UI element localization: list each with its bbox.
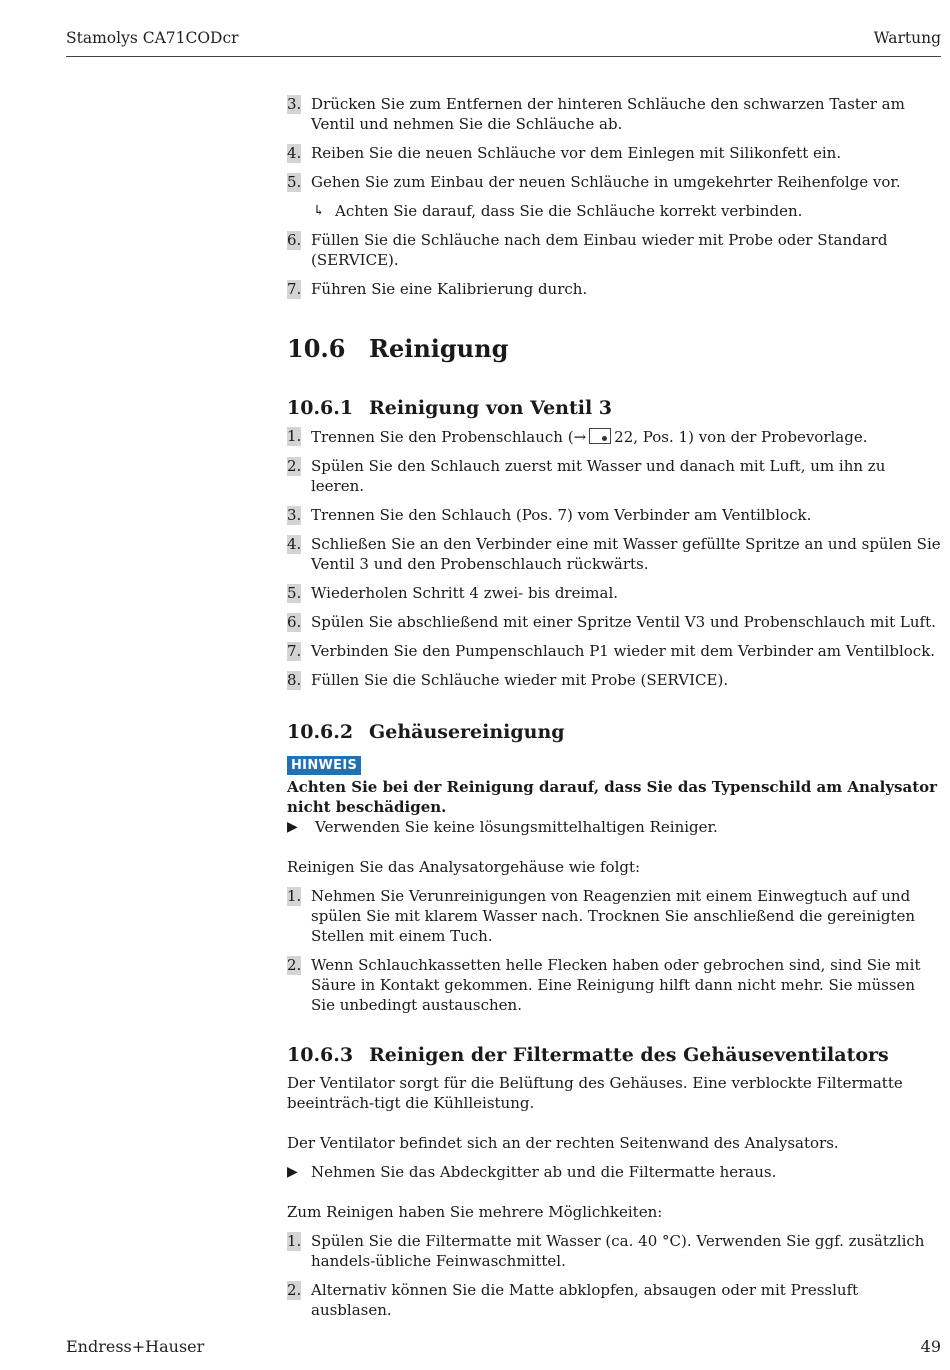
step-text: Gehen Sie zum Einbau der neuen Schläuche in umgekehrter Reihenfolge vor. [311, 173, 901, 191]
notice-badge: HINWEIS [287, 756, 361, 775]
step-number: 7. [287, 280, 302, 298]
subsection-title: Reinigen der Filtermatte des Gehäuseventilators [369, 1044, 889, 1066]
step-text: Drücken Sie zum Entfernen der hinteren Schläuche den schwarzen Taster am Ventil und nehmen Sie die Schläuche ab. [311, 95, 905, 133]
step-number: 4. [287, 535, 302, 553]
step [287, 1280, 942, 1320]
step-result [287, 201, 942, 221]
step-text: Schließen Sie an den Verbinder eine mit Wasser gefüllte Spritze an und spülen Sie Ventil 3 und den Probenschlauch rückwärts. [311, 535, 941, 573]
paragraph: Zum Reinigen haben Sie mehrere Möglichkeiten: [287, 1203, 663, 1221]
action-text: Nehmen Sie das Abdeckgitter ab und die Filtermatte heraus. [311, 1163, 777, 1181]
step-text: Reiben Sie die neuen Schläuche vor dem Einlegen mit Silikonfett ein. [311, 144, 842, 162]
step-number: 1. [287, 1232, 302, 1250]
step [287, 426, 942, 447]
step-text: Füllen Sie die Schläuche wieder mit Probe (SERVICE). [311, 671, 729, 689]
step-text-pre: Trennen Sie den Probenschlauch (→ [311, 428, 587, 446]
subsection-heading [287, 1043, 942, 1067]
notice-title: Achten Sie bei der Reinigung darauf, dass Sie das Typenschild am Analysator nicht beschädigen. [287, 778, 938, 816]
step-text: Spülen Sie den Schlauch zuerst mit Wasser und danach mit Luft, um ihn zu leeren. [311, 457, 886, 495]
step-text: Füllen Sie die Schläuche nach dem Einbau wieder mit Probe oder Standard (SERVICE). [311, 231, 888, 269]
notice-action-text: Verwenden Sie keine lösungsmittelhaltigen Reiniger. [315, 818, 718, 836]
subsection-heading [287, 720, 942, 744]
step-text: Spülen Sie abschließend mit einer Spritze Ventil V3 und Probenschlauch mit Luft. [311, 613, 936, 631]
step-text: Trennen Sie den Schlauch (Pos. 7) vom Verbinder am Ventilblock. [311, 506, 812, 524]
step-number: 5. [287, 584, 302, 602]
action-triangle-icon: ▶ [287, 819, 298, 835]
step [287, 583, 942, 603]
section-number: 10.6 [287, 334, 346, 363]
step [287, 534, 942, 574]
paragraph: Der Ventilator sorgt für die Belüftung des Gehäuses. Eine verblockte Filtermatte beeinträch-tigt die Kühlleistung. [287, 1074, 903, 1112]
step [287, 612, 942, 632]
step-number: 6. [287, 231, 302, 249]
step [287, 279, 942, 299]
result-arrow-icon: ↳ [313, 203, 325, 219]
subsection-number: 10.6.1 [287, 397, 354, 419]
step-number: 1. [287, 427, 302, 445]
step [287, 641, 942, 661]
step [287, 143, 942, 163]
step-text: Führen Sie eine Kalibrierung durch. [311, 280, 588, 298]
step-text: Verbinden Sie den Pumpenschlauch P1 wieder mit dem Verbinder am Ventilblock. [311, 642, 936, 660]
content [287, 94, 942, 1329]
subsection-number: 10.6.2 [287, 721, 354, 743]
header-rule [66, 56, 941, 57]
paragraph: Reinigen Sie das Analysatorgehäuse wie folgt: [287, 858, 641, 876]
step [287, 456, 942, 496]
step-number: 3. [287, 95, 302, 113]
step-text: Wenn Schlauchkassetten helle Flecken haben oder gebrochen sind, sind Sie mit Säure in Kontakt gekommen. Eine Reinigung hilft dann nicht mehr. Sie müssen Sie unbedingt austauschen. [311, 956, 921, 1014]
step-number: 2. [287, 457, 302, 475]
subsection-number: 10.6.3 [287, 1044, 354, 1066]
page-number: 49 [920, 1337, 941, 1356]
step-text: Wiederholen Schritt 4 zwei- bis dreimal. [311, 584, 619, 602]
step-number: 7. [287, 642, 302, 660]
step-number: 6. [287, 613, 302, 631]
figure-ref-icon[interactable] [589, 428, 611, 444]
step-text: Spülen Sie die Filtermatte mit Wasser (ca. 40 °C). Verwenden Sie ggf. zusätzlich handels-übliche Feinwaschmittel. [311, 1232, 925, 1270]
step [287, 886, 942, 946]
footer-brand: Endress+Hauser [66, 1337, 205, 1356]
step [287, 955, 942, 1015]
step [287, 505, 942, 525]
step-number: 2. [287, 1281, 302, 1299]
step [287, 670, 942, 690]
paragraph: Der Ventilator befindet sich an der rechten Seitenwand des Analysators. [287, 1134, 839, 1152]
step-text: Alternativ können Sie die Matte abklopfen, absaugen oder mit Pressluft ausblasen. [311, 1281, 859, 1319]
step-text: Nehmen Sie Verunreinigungen von Reagenzien mit einem Einwegtuch auf und spülen Sie mit klarem Wasser nach. Trocknen Sie anschließend die gereinigten Stellen mit einem Tuch. [311, 887, 916, 945]
step-number: 3. [287, 506, 302, 524]
action-item [287, 1162, 942, 1182]
step [287, 230, 942, 270]
subsection-heading [287, 396, 942, 420]
step-number: 8. [287, 671, 302, 689]
step-number: 1. [287, 887, 302, 905]
notice-box [287, 754, 942, 837]
notice-action [287, 817, 942, 837]
section-title: Reinigung [369, 334, 509, 363]
section-heading [287, 335, 942, 363]
subsection-title: Reinigung von Ventil 3 [369, 397, 613, 419]
step-text-post: 22, Pos. 1) von der Probevorlage. [614, 428, 868, 446]
step [287, 1231, 942, 1271]
step-number: 5. [287, 173, 302, 191]
result-text: Achten Sie darauf, dass Sie die Schläuche korrekt verbinden. [335, 202, 803, 220]
action-triangle-icon: ▶ [287, 1164, 298, 1180]
step [287, 172, 942, 192]
step-number: 2. [287, 956, 302, 974]
subsection-title: Gehäusereinigung [369, 721, 565, 743]
header-product: Stamolys CA71CODcr [66, 29, 239, 47]
header-chapter: Wartung [873, 29, 941, 47]
step-number: 4. [287, 144, 302, 162]
step [287, 94, 942, 134]
